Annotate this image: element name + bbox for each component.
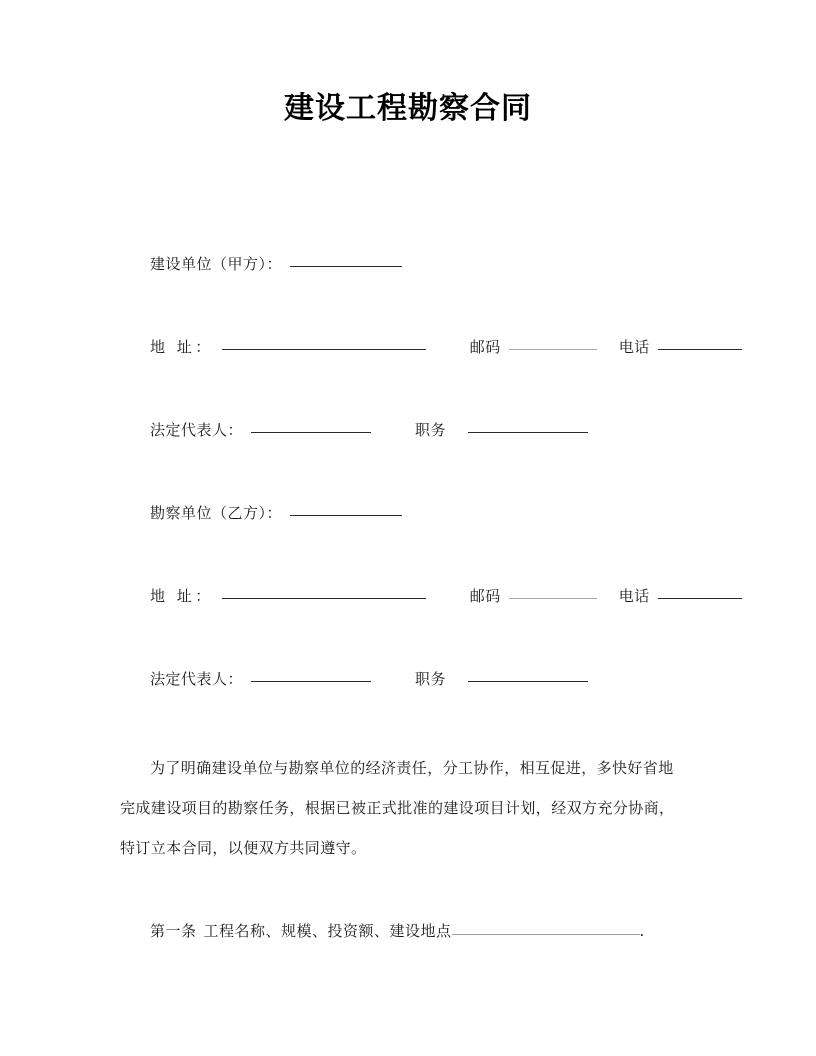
party-a-representative-row: [150, 418, 710, 501]
party-a-zip-blank[interactable]: [509, 349, 597, 350]
party-b-zip-blank[interactable]: [509, 598, 597, 599]
clause-one-blank[interactable]: [452, 934, 640, 935]
party-b-name-label: 勘察单位（乙方）：: [150, 504, 283, 522]
party-a-phone-blank[interactable]: [658, 349, 742, 350]
clause-one-text: 工程名称、规模、投资额、建设地点: [203, 922, 452, 940]
party-a-name-blank[interactable]: [290, 266, 402, 267]
party-b-phone-blank[interactable]: [658, 598, 742, 599]
party-form-block: [150, 252, 710, 750]
party-a-zip-label: 邮码: [469, 338, 501, 356]
party-a-position-label: 职务: [415, 421, 447, 439]
party-b-address-row: [150, 584, 710, 667]
party-b-representative-row: [150, 667, 710, 750]
preamble-line: 为了明确建设单位与勘察单位的经济责任，分工协作，相互促进，多快好省地: [150, 759, 674, 777]
party-b-zip-label: 邮码: [469, 587, 501, 605]
clause-one-trailing: .: [639, 922, 645, 940]
preamble-line: 完成建设项目的勘察任务，根据已被正式批准的建设项目计划，经双方充分协商，: [120, 799, 675, 817]
party-a-address-blank[interactable]: [222, 349, 426, 350]
party-b-address-blank[interactable]: [222, 598, 426, 599]
party-b-phone-label: 电话: [618, 587, 650, 605]
party-b-representative-blank[interactable]: [251, 681, 371, 682]
preamble-paragraph: [120, 748, 698, 868]
page-title: 建设工程勘察合同: [284, 91, 532, 126]
party-a-phone-label: 电话: [618, 338, 650, 356]
clause-one: [150, 918, 710, 944]
clause-one-number: 第一条: [150, 922, 197, 940]
party-b-representative-label: 法定代表人：: [150, 670, 244, 688]
party-a-representative-blank[interactable]: [251, 432, 371, 433]
preamble-line: 特订立本合同，以便双方共同遵守。: [120, 839, 367, 857]
party-a-address-label: 地 址：: [150, 338, 214, 356]
party-b-position-blank[interactable]: [468, 681, 588, 682]
party-b-position-label: 职务: [415, 670, 447, 688]
party-a-position-blank[interactable]: [468, 432, 588, 433]
party-b-name-row: [150, 501, 710, 584]
party-a-representative-label: 法定代表人：: [150, 421, 244, 439]
party-a-name-row: [150, 252, 710, 335]
party-a-address-row: [150, 335, 710, 418]
party-a-name-label: 建设单位（甲方）：: [150, 255, 283, 273]
party-b-name-blank[interactable]: [290, 515, 402, 516]
party-b-address-label: 地 址：: [150, 587, 214, 605]
